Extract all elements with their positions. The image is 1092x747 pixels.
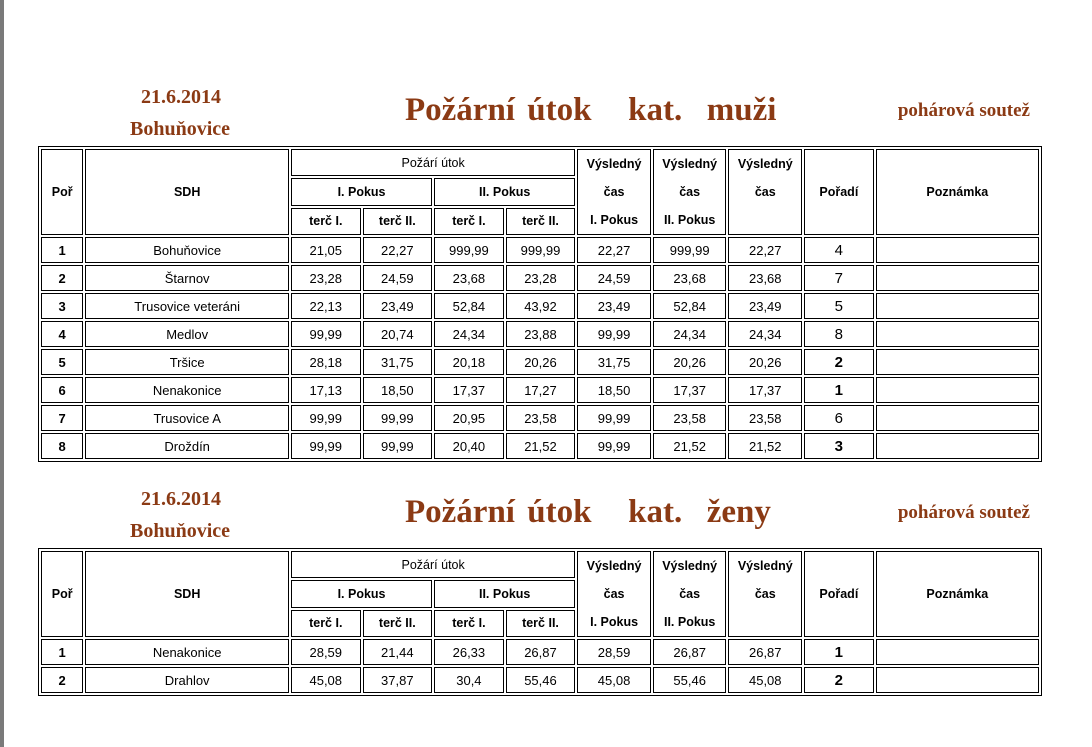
col-header-cas: Výsledný čas [728,551,802,637]
cell-por: 8 [41,433,83,459]
cell-p1-terc1: 22,13 [291,293,361,319]
cell-cas: 21,52 [728,433,802,459]
cell-sdh: Tršice [85,349,289,375]
cell-cas-pokus2: 24,34 [653,321,727,347]
table-row [41,433,1039,459]
col-header-pozari-utok: Požárí útok [291,149,575,176]
cell-poznamka [876,321,1039,347]
cell-p2-terc1: 24,34 [434,321,504,347]
col-header-por: Poř [41,551,83,637]
results-table [38,146,1042,462]
cell-sdh: Nenakonice [85,377,289,403]
col-header-poznamka: Poznámka [876,551,1039,637]
cell-por: 6 [41,377,83,403]
results-table [38,548,1042,696]
col-header-terc2: terč II. [363,610,433,637]
cell-poradi: 1 [804,639,874,665]
cell-p2-terc2: 26,87 [506,639,576,665]
col-header-sdh: SDH [85,551,289,637]
cell-poradi: 3 [804,433,874,459]
cell-p2-terc2: 999,99 [506,237,576,263]
cell-p1-terc1: 45,08 [291,667,361,693]
cell-por: 7 [41,405,83,431]
table-row [41,639,1039,665]
col-header-pokus2: II. Pokus [434,178,575,205]
col-header-cas-pokus2: Výsledný čas II. Pokus [653,149,727,235]
col-header-poznamka: Poznámka [876,149,1039,235]
cell-cas: 20,26 [728,349,802,375]
cell-p2-terc2: 20,26 [506,349,576,375]
cell-sdh: Droždín [85,433,289,459]
cell-sdh: Štarnov [85,265,289,291]
col-header-pokus2: II. Pokus [434,580,575,607]
cell-p1-terc1: 23,28 [291,265,361,291]
cell-cas-pokus1: 31,75 [577,349,651,375]
cup-label: pohárová soutež [897,502,1030,523]
col-header-terc1: terč I. [434,208,504,235]
cell-p2-terc1: 26,33 [434,639,504,665]
col-header-cas-pokus1: Výsledný čas I. Pokus [577,551,651,637]
cell-cas: 22,27 [728,237,802,263]
table-row [41,405,1039,431]
cell-poznamka [876,237,1039,263]
cell-poznamka [876,265,1039,291]
event-date: 21.6.2014 [141,488,221,510]
cell-p2-terc2: 55,46 [506,667,576,693]
cell-p1-terc2: 99,99 [363,433,433,459]
cell-cas: 45,08 [728,667,802,693]
cell-p1-terc2: 21,44 [363,639,433,665]
cell-p2-terc1: 52,84 [434,293,504,319]
results-section [38,484,1042,696]
cell-poradi: 5 [804,293,874,319]
section-title: Požární útok kat. muži [405,92,777,128]
section-title: Požární útok kat. ženy [405,494,771,530]
col-header-poradi: Pořadí [804,149,874,235]
cell-p2-terc1: 20,95 [434,405,504,431]
cell-p2-terc2: 23,58 [506,405,576,431]
cell-p1-terc2: 37,87 [363,667,433,693]
cell-sdh: Bohuňovice [85,237,289,263]
col-header-pozari-utok: Požárí útok [291,551,575,578]
event-place: Bohuňovice [130,520,231,542]
cell-p1-terc2: 99,99 [363,405,433,431]
cell-poradi: 4 [804,237,874,263]
cell-cas-pokus2: 55,46 [653,667,727,693]
cell-cas-pokus2: 23,58 [653,405,727,431]
cell-poznamka [876,405,1039,431]
cell-p2-terc1: 20,18 [434,349,504,375]
cell-cas-pokus2: 17,37 [653,377,727,403]
cell-cas: 23,68 [728,265,802,291]
cell-p2-terc1: 17,37 [434,377,504,403]
cell-p2-terc1: 30,4 [434,667,504,693]
table-row [41,377,1039,403]
cell-cas-pokus2: 26,87 [653,639,727,665]
cell-p1-terc2: 31,75 [363,349,433,375]
cell-sdh: Medlov [85,321,289,347]
cell-poznamka [876,667,1039,693]
cell-p1-terc2: 18,50 [363,377,433,403]
col-header-terc1: terč I. [291,208,361,235]
cell-cas: 17,37 [728,377,802,403]
cup-label: pohárová soutež [897,100,1030,121]
col-header-terc2: terč II. [506,610,576,637]
cell-cas-pokus2: 21,52 [653,433,727,459]
results-section [38,82,1042,462]
col-header-cas: Výsledný čas [728,149,802,235]
col-header-sdh: SDH [85,149,289,235]
cell-p1-terc1: 99,99 [291,433,361,459]
cell-p1-terc1: 28,59 [291,639,361,665]
section-header [38,82,1042,146]
col-header-cas-pokus2: Výsledný čas II. Pokus [653,551,727,637]
cell-cas-pokus1: 22,27 [577,237,651,263]
cell-p1-terc1: 99,99 [291,321,361,347]
cell-p2-terc2: 21,52 [506,433,576,459]
cell-p2-terc1: 23,68 [434,265,504,291]
cell-cas-pokus1: 45,08 [577,667,651,693]
cell-p1-terc2: 23,49 [363,293,433,319]
cell-p2-terc1: 999,99 [434,237,504,263]
cell-cas-pokus1: 99,99 [577,321,651,347]
col-header-terc2: terč II. [506,208,576,235]
col-header-terc1: terč I. [291,610,361,637]
cell-p1-terc1: 21,05 [291,237,361,263]
cell-cas-pokus1: 99,99 [577,433,651,459]
event-date: 21.6.2014 [141,86,221,108]
cell-cas-pokus1: 99,99 [577,405,651,431]
cell-por: 2 [41,265,83,291]
cell-cas-pokus1: 28,59 [577,639,651,665]
cell-poradi: 2 [804,349,874,375]
table-row [41,293,1039,319]
cell-cas-pokus2: 52,84 [653,293,727,319]
cell-por: 5 [41,349,83,375]
cell-por: 2 [41,667,83,693]
cell-cas-pokus2: 23,68 [653,265,727,291]
cell-poznamka [876,433,1039,459]
cell-cas-pokus2: 999,99 [653,237,727,263]
cell-poznamka [876,377,1039,403]
cell-poradi: 8 [804,321,874,347]
table-row [41,667,1039,693]
cell-p2-terc2: 23,88 [506,321,576,347]
cell-cas: 26,87 [728,639,802,665]
cell-sdh: Drahlov [85,667,289,693]
col-header-cas-pokus1: Výsledný čas I. Pokus [577,149,651,235]
cell-p2-terc2: 17,27 [506,377,576,403]
col-header-terc1: terč I. [434,610,504,637]
col-header-pokus1: I. Pokus [291,178,432,205]
cell-p1-terc1: 17,13 [291,377,361,403]
cell-poznamka [876,349,1039,375]
cell-p2-terc2: 23,28 [506,265,576,291]
cell-p2-terc1: 20,40 [434,433,504,459]
cell-cas-pokus2: 20,26 [653,349,727,375]
cell-por: 3 [41,293,83,319]
cell-p1-terc2: 20,74 [363,321,433,347]
cell-sdh: Nenakonice [85,639,289,665]
cell-cas: 23,49 [728,293,802,319]
cell-p1-terc1: 99,99 [291,405,361,431]
cell-por: 4 [41,321,83,347]
cell-poznamka [876,293,1039,319]
event-place: Bohuňovice [130,118,231,140]
cell-cas-pokus1: 23,49 [577,293,651,319]
cell-p1-terc2: 24,59 [363,265,433,291]
cell-poradi: 6 [804,405,874,431]
cell-por: 1 [41,639,83,665]
col-header-pokus1: I. Pokus [291,580,432,607]
cell-poznamka [876,639,1039,665]
col-header-por: Poř [41,149,83,235]
cell-cas-pokus1: 24,59 [577,265,651,291]
section-header [38,484,1042,548]
cell-por: 1 [41,237,83,263]
cell-p2-terc2: 43,92 [506,293,576,319]
table-row [41,265,1039,291]
col-header-poradi: Pořadí [804,551,874,637]
cell-cas-pokus1: 18,50 [577,377,651,403]
cell-sdh: Trusovice A [85,405,289,431]
cell-sdh: Trusovice veteráni [85,293,289,319]
cell-poradi: 2 [804,667,874,693]
cell-poradi: 1 [804,377,874,403]
page-left-border [0,0,4,747]
cell-poradi: 7 [804,265,874,291]
cell-p1-terc1: 28,18 [291,349,361,375]
table-row [41,237,1039,263]
cell-p1-terc2: 22,27 [363,237,433,263]
col-header-terc2: terč II. [363,208,433,235]
table-row [41,321,1039,347]
table-row [41,349,1039,375]
cell-cas: 24,34 [728,321,802,347]
cell-cas: 23,58 [728,405,802,431]
